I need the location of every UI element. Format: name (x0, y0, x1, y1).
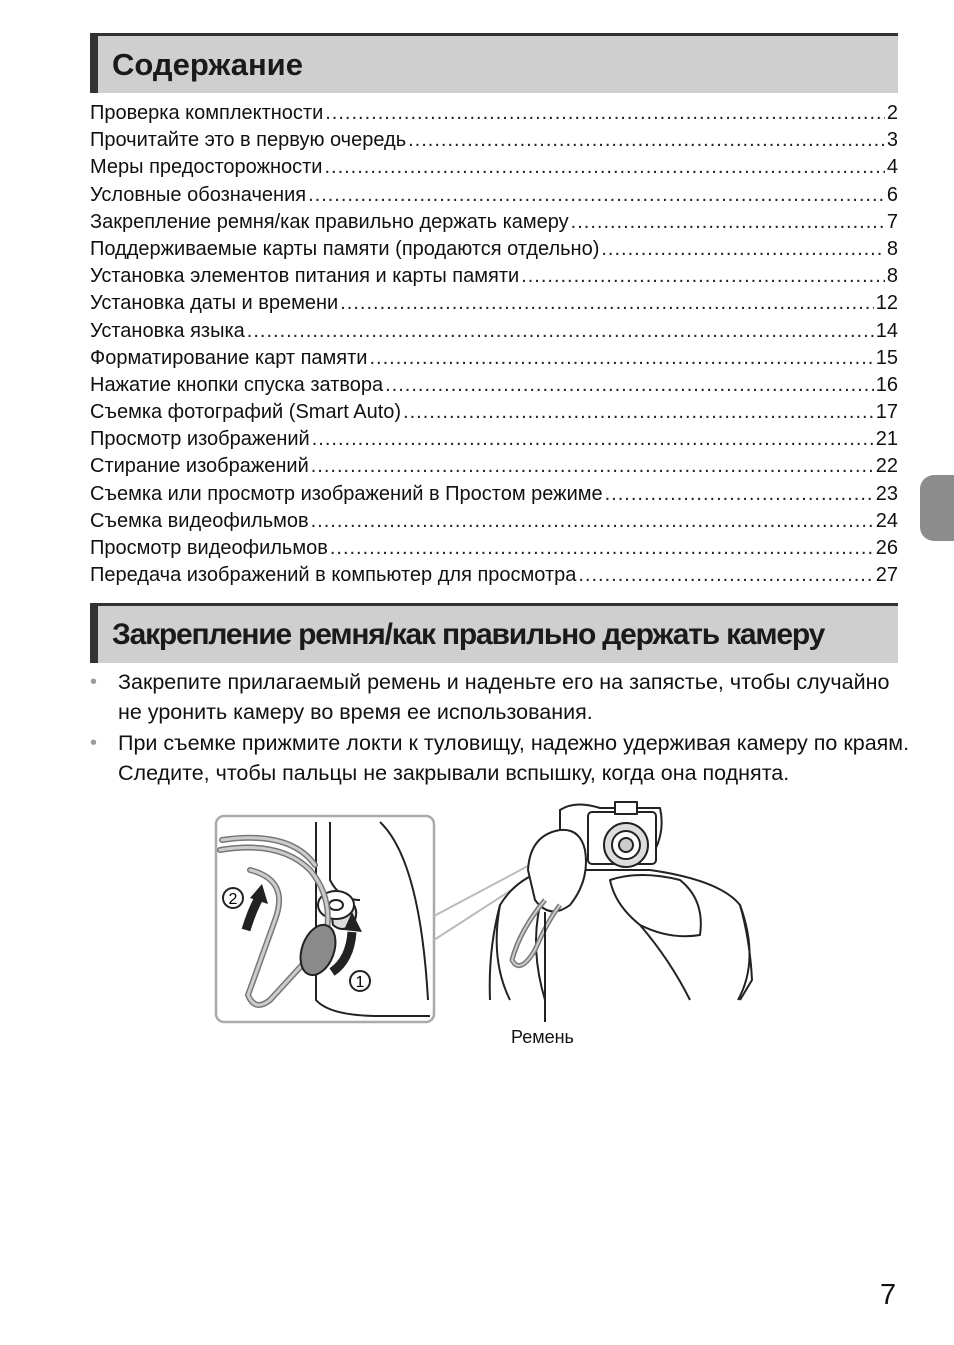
toc-item[interactable]: Проверка комплектности ..... 2 (90, 100, 898, 127)
strap-caption: Ремень (511, 1027, 574, 1047)
toc-item[interactable]: Установка даты и времени ..... 12 (90, 290, 898, 317)
step-1-label: 1 (355, 974, 365, 991)
toc-item[interactable]: Стирание изображений ..... 22 (90, 453, 898, 480)
step-2-label: 2 (228, 891, 238, 908)
toc-item[interactable]: Закрепление ремня/как правильно держать камеру ..... 7 (90, 209, 898, 236)
toc-item[interactable]: Просмотр изображений ..... 21 (90, 426, 898, 453)
toc-item[interactable]: Передача изображений в компьютер для просмотра ..... 27 (90, 562, 898, 589)
toc-item[interactable]: Установка элементов питания и карты памяти ..... 8 (90, 263, 898, 290)
toc-item[interactable]: Съемка видеофильмов ..... 24 (90, 508, 898, 535)
strap-section-title: Закрепление ремня/как правильно держать камеру (112, 618, 825, 651)
page-number: 7 (880, 1279, 897, 1311)
instruction-item: • При съемке прижмите локти к туловищу, надежно удерживая камеру по краям. Следите, чтобы пальцы не закрывали вспышку, когда она поднята. (90, 731, 910, 785)
strap-attachment-inset (216, 816, 530, 1022)
toc-item[interactable]: Меры предосторожности ..... 4 (90, 154, 898, 181)
toc-item[interactable]: Поддерживаемые карты памяти (продаются отдельно) ..... 8 (90, 236, 898, 263)
toc-item[interactable]: Съемка фотографий (Smart Auto) ..... 17 (90, 399, 898, 426)
toc-item[interactable]: Установка языка ..... 14 (90, 318, 898, 345)
toc-item[interactable]: Просмотр видеофильмов ..... 26 (90, 535, 898, 562)
bullet-icon: • (90, 671, 98, 693)
toc-item[interactable]: Условные обозначения ..... 6 (90, 182, 898, 209)
toc-heading-title: Содержание (112, 47, 303, 82)
toc-item[interactable]: Форматирование карт памяти ..... 15 (90, 345, 898, 372)
toc-item[interactable]: Съемка или просмотр изображений в Простом режиме ..... 23 (90, 481, 898, 508)
toc-item[interactable]: Нажатие кнопки спуска затвора ..... 16 (90, 372, 898, 399)
instruction-item: • Закрепите прилагаемый ремень и наденьте его на запястье, чтобы случайно не уронить камеру во время ее использования. (90, 670, 890, 724)
section-tab (920, 475, 954, 541)
bullet-icon: • (90, 732, 98, 754)
toc-item[interactable]: Прочитайте это в первую очередь ..... 3 (90, 127, 898, 154)
person-holding-camera (490, 802, 752, 1022)
